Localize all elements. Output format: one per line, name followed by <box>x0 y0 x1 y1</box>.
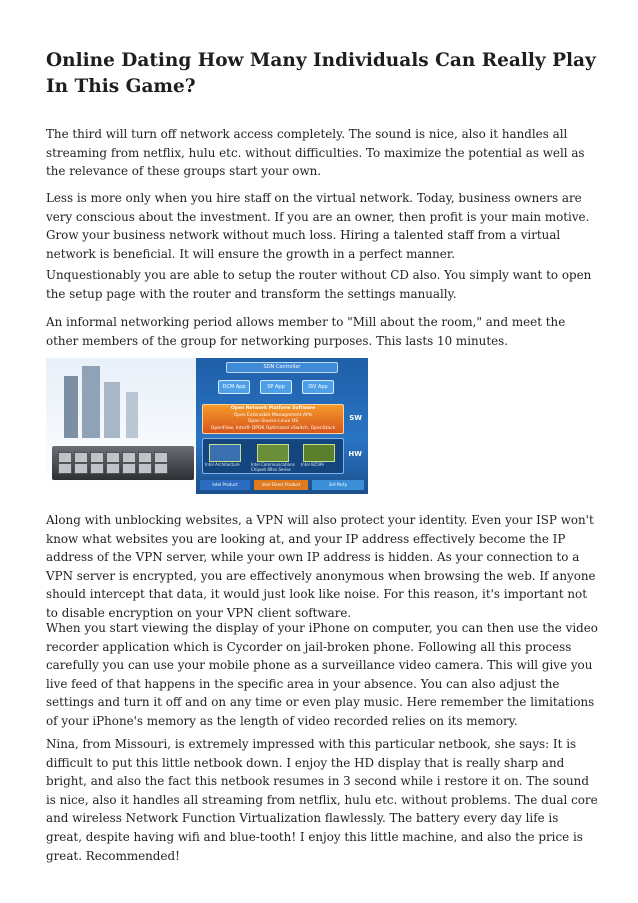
paragraph-4: An informal networking period allows member to "Mill about the room," and meet the other members of the group for networking purposes. This lasts 10 minutes. <box>46 315 566 348</box>
paragraph-2: Less is more only when you hire staff on the virtual network. Today, business owners are very conscious about the investment. If you are an owner, then profit is your main motive. Grow your business network without much loss. Hiring a talented staff from a virtual network is beneficial. It will ensure the growth in a perfect manner. <box>46 191 590 261</box>
platform-diagram <box>196 358 368 494</box>
paragraph-1: The third will turn off network access completely. The sound is nice, also it handles all streaming from netflix, hulu etc. without difficulties. To maximize the potential as well as the relevance of these groups start your own. <box>46 127 585 179</box>
building-icon <box>82 366 100 438</box>
drive-bay <box>138 452 152 463</box>
drive-bay <box>58 452 72 463</box>
paragraph-5: Along with unblocking websites, a VPN will also protect your identity. Even your ISP won't know what websites you are looking at, and your IP address effectively become the IP address of the VPN server, while your own IP address is hidden. As your connection to a VPN server is encrypted, you are effectively anonymous when browsing the web. If anyone should intercept that data, it would just look like noise. For this reason, it's important not to disable encryption on your VPN client software. <box>46 513 596 620</box>
drive-bay <box>74 463 88 474</box>
app-box-dcm: DCM App <box>218 380 250 394</box>
drive-bay <box>154 452 168 463</box>
chip-label-architecture: Intel Architecture <box>205 462 240 467</box>
hw-label: HW <box>348 450 362 458</box>
platform-line-3: Open Source Linux OS <box>247 419 299 424</box>
building-icon <box>126 392 138 438</box>
hardware-box <box>202 438 344 474</box>
server-illustration <box>46 358 196 494</box>
paragraph-6: When you start viewing the display of your iPhone on computer, you can then use the video recorder application which is Cycorder on jail-broken phone. Following all this process carefully you can use your mobile phone as a surveillance video camera. This will give you live feed of that happens in the specific area in your absence. You can also adjust the settings and turn it off and on any time or even play music. Here remember the limitations of your iPhone's memory as the length of video recorded relies on its memory. <box>46 621 598 728</box>
building-icon <box>104 382 120 438</box>
platform-software-box <box>202 404 344 434</box>
app-box-sp: SP App <box>260 380 292 394</box>
legend-bar <box>196 480 368 490</box>
drive-bay <box>122 463 136 474</box>
drive-bay <box>90 463 104 474</box>
drive-bay <box>154 463 168 474</box>
cpu-chip-icon <box>209 444 241 462</box>
rack-server-icon <box>52 446 194 480</box>
sw-label: SW <box>349 414 362 422</box>
building-icon <box>64 376 78 438</box>
nic-chip-icon <box>303 444 335 462</box>
drive-bay <box>58 463 72 474</box>
drive-bay <box>138 463 152 474</box>
paragraph-3: Unquestionably you are able to setup the router without CD also. You simply want to open the setup page with the router and transform the settings manually. <box>46 268 592 301</box>
drive-bay <box>106 452 120 463</box>
page-title: Online Dating How Many Individuals Can Really Play In This Game? <box>46 50 596 97</box>
server-bays <box>58 452 178 474</box>
drive-bay <box>90 452 104 463</box>
paragraph-7: Nina, from Missouri, is extremely impressed with this particular netbook, she says: It is difficult to put this little netbook down. I enjoy the HD display that is really sharp and bright, and also the fact this netbook resumes in 3 second while i restore it on. The sound is nice, also it handles all streaming from netflix, hulu etc. without problems. The dual core and wireless Network Function Virtualization flawlessly. The battery every day life is great, despite having wifi and blue-tooth! I enjoy this little machine, and also the price is great. Recommended! <box>46 737 598 863</box>
chip-label-82599: Intel 82599 <box>301 462 324 467</box>
chip-label-chipset: Intel Communications Chipset 89xx Series <box>251 462 295 472</box>
platform-line-2: Open Extensible Management APIs <box>233 412 313 418</box>
legend-intel-direct: Intel Direct Product <box>254 480 308 490</box>
platform-line-1: Open Network Platform Software <box>230 406 316 411</box>
platform-line-4: OpenFlow, Intel® DPDK Optimized vSwitch, OpenStack <box>210 425 336 431</box>
legend-third-party: 3rd Party <box>312 480 364 490</box>
network-platform-figure <box>46 358 368 494</box>
chipset-icon <box>257 444 289 462</box>
app-box-isv: ISV App <box>302 380 334 394</box>
drive-bay <box>74 452 88 463</box>
drive-bay <box>122 452 136 463</box>
legend-intel-product: Intel Product <box>200 480 250 490</box>
drive-bay <box>106 463 120 474</box>
sdn-controller-box: SDN Controller <box>226 362 338 373</box>
